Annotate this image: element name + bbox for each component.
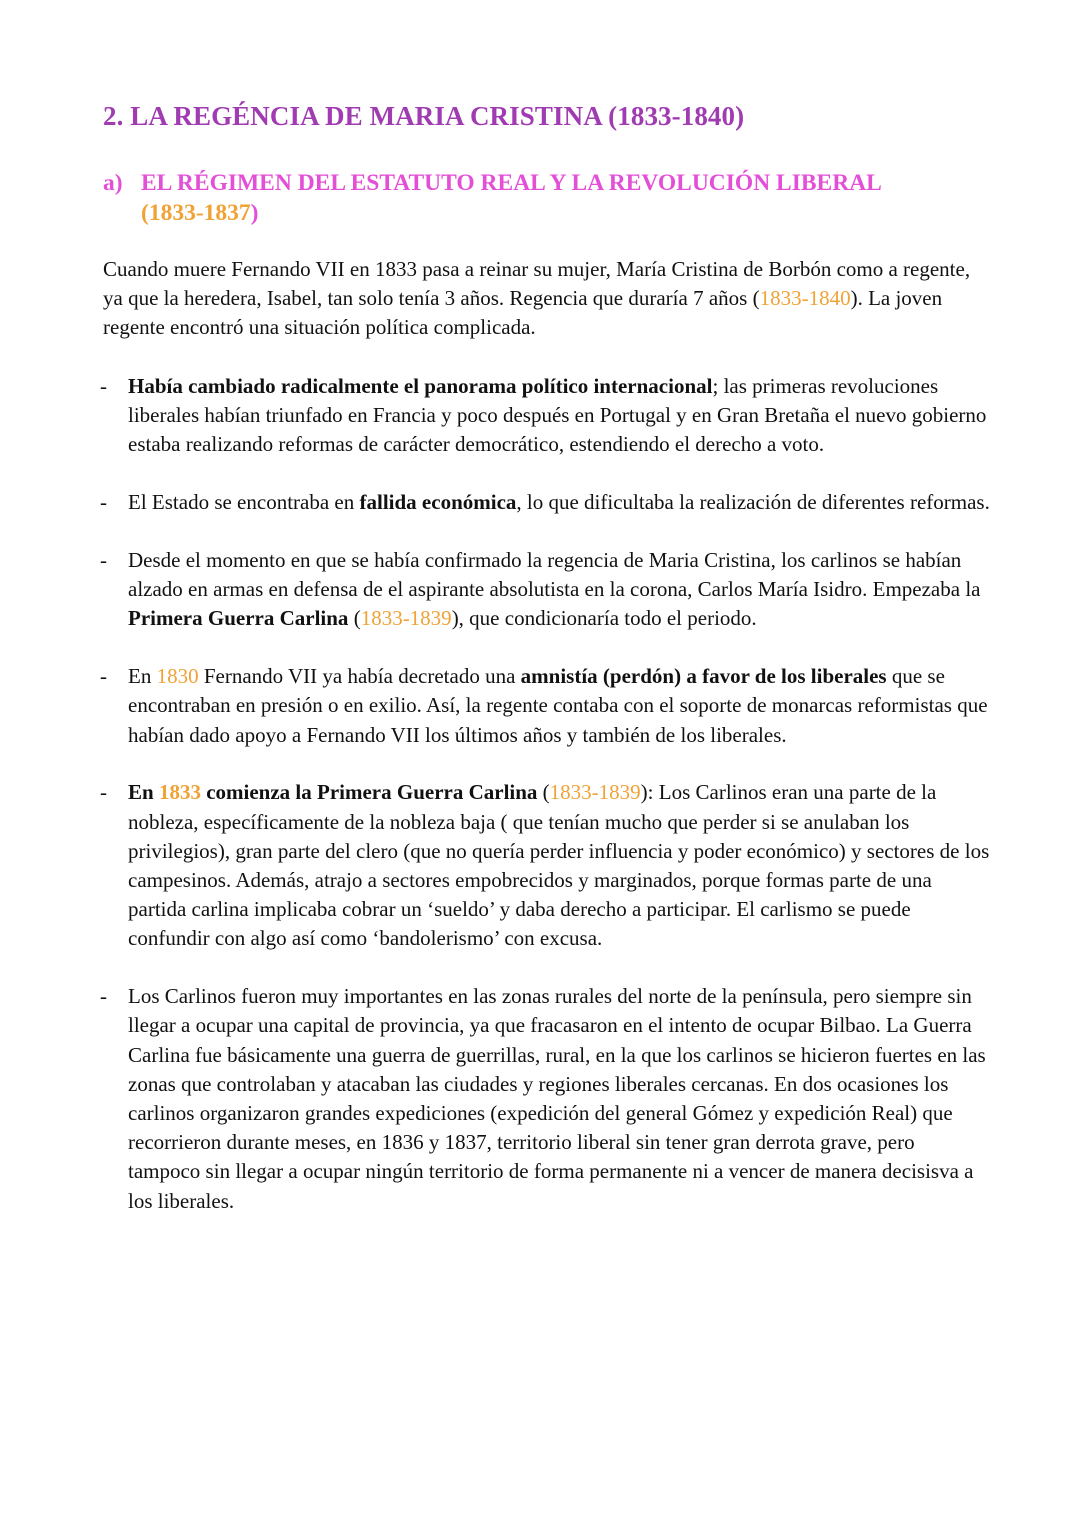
subtitle-close: ) [250, 200, 259, 226]
bullet-text: ), que condicionaría todo el periodo. [451, 606, 757, 631]
bullet-dash: - [100, 548, 107, 572]
bullet-date: 1833-1839 [549, 780, 641, 805]
bullet-text: El Estado se encontraba en [128, 490, 360, 515]
intro-paragraph [103, 255, 983, 343]
subtitle-date: (1833-1837 [141, 200, 251, 226]
bullet-text: ; las primeras revoluciones liberales habían triunfado en Francia y poco después en Portugal y en Gran Bretaña el nuevo gobierno estaba realizando reformas de carácter democrático, estendiendo el derecho a voto. [128, 374, 987, 457]
intro-text-1: Cuando muere Fernando VII en 1833 pasa a reinar su mujer, María Cristina de Borbón como a regente, ya que la heredera, Isabel, tan solo tenía 3 años. Regencia que duraría 7 años ( [103, 257, 971, 311]
bullet-dash: - [100, 984, 107, 1009]
subtitle-marker: a) [103, 170, 123, 196]
bullet-bold: En [128, 780, 159, 805]
bullet-bold: Había cambiado radicalmente el panorama político internacional [128, 374, 713, 398]
list-item [100, 546, 990, 634]
bullet-dash: - [100, 490, 107, 515]
subtitle-text: EL RÉGIMEN DEL ESTATUTO REAL Y LA REVOLUCIÓN LIBERAL [141, 170, 882, 196]
bullet-text: ( [537, 780, 550, 805]
bullet-list [100, 372, 990, 1244]
bullet-dash: - [100, 374, 107, 398]
intro-date: 1833-1840 [759, 286, 851, 311]
section-subtitle [103, 168, 963, 226]
subtitle-text-block [141, 168, 961, 228]
bullet-date: 1830 [156, 664, 199, 689]
list-item [100, 662, 990, 750]
bullet-bold: amnistía (perdón) a favor de los liberales [520, 664, 887, 689]
bullet-dash: - [100, 780, 107, 805]
page-title: 2. LA REGÉNCIA DE MARIA CRISTINA (1833-1840) [103, 101, 745, 131]
bullet-date: 1833-1839 [360, 606, 452, 631]
bullet-text: , lo que dificultaba la realización de diferentes reformas. [516, 490, 990, 515]
bullet-text: En [128, 664, 157, 689]
list-item [100, 982, 990, 1216]
bullet-text: ): Los Carlinos eran una parte de la nobleza, específicamente de la nobleza baja ( que tenían mucho que perder si se anulaban los privilegios), gran parte del clero (que no quería perder influencia y poder económico) y sectores de los campesinos. Además, atrajo a sectores empobrecidos y marginados, porque formas parte de una partida carlina implicaba cobrar un ‘sueldo’ y daba derecho a participar. El carlismo se puede confundir con algo así como ‘bandolerismo’ con excusa. [128, 780, 990, 951]
bullet-text: Desde el momento en que se había confirmado la regencia de Maria Cristina, los carlinos se habían alzado en armas en defensa de el aspirante absolutista en la corona, Carlos María Isidro. Empezaba la [128, 548, 981, 602]
list-item [100, 372, 990, 460]
bullet-text: que se encontraban en presión o en exilio. Así, la regente contaba con el soporte de monarcas reformistas que habían dado apoyo a Fernando VII los últimos años y también de los liberales. [128, 664, 988, 747]
list-item [100, 778, 990, 953]
bullet-text: Fernando VII ya había decretado una [198, 664, 521, 689]
bullet-text: ( [348, 606, 361, 631]
bullet-date-bold: 1833 [158, 780, 201, 805]
bullet-bold: comienza la Primera Guerra Carlina [200, 780, 538, 805]
bullet-text: Los Carlinos fueron muy importantes en las zonas rurales del norte de la península, pero siempre sin llegar a ocupar una capital de provincia, ya que fracasaron en el intento de ocupar Bilbao. La Guerra Carlina fue básicamente una guerra de guerrillas, rural, en la que los carlinos se hicieron fuertes en las zonas que controlaban y atacaban las ciudades y regiones liberales cercanas. En dos ocasiones los carlinos organizaron grandes expediciones (expedición del general Gómez y expedición Real) que recorrieron durante meses, en 1836 y 1837, territorio liberal sin tener gran derrota grave, pero tampoco sin llegar a ocupar ningún territorio de forma permanente ni a vencer de manera decisisva a los liberales. [128, 984, 986, 1213]
bullet-dash: - [100, 664, 107, 689]
intro-text-2: ). La joven regente encontró una situación política complicada. [103, 286, 943, 340]
bullet-bold: fallida económica [359, 490, 517, 515]
bullet-bold: Primera Guerra Carlina [128, 606, 349, 631]
list-item [100, 488, 990, 517]
